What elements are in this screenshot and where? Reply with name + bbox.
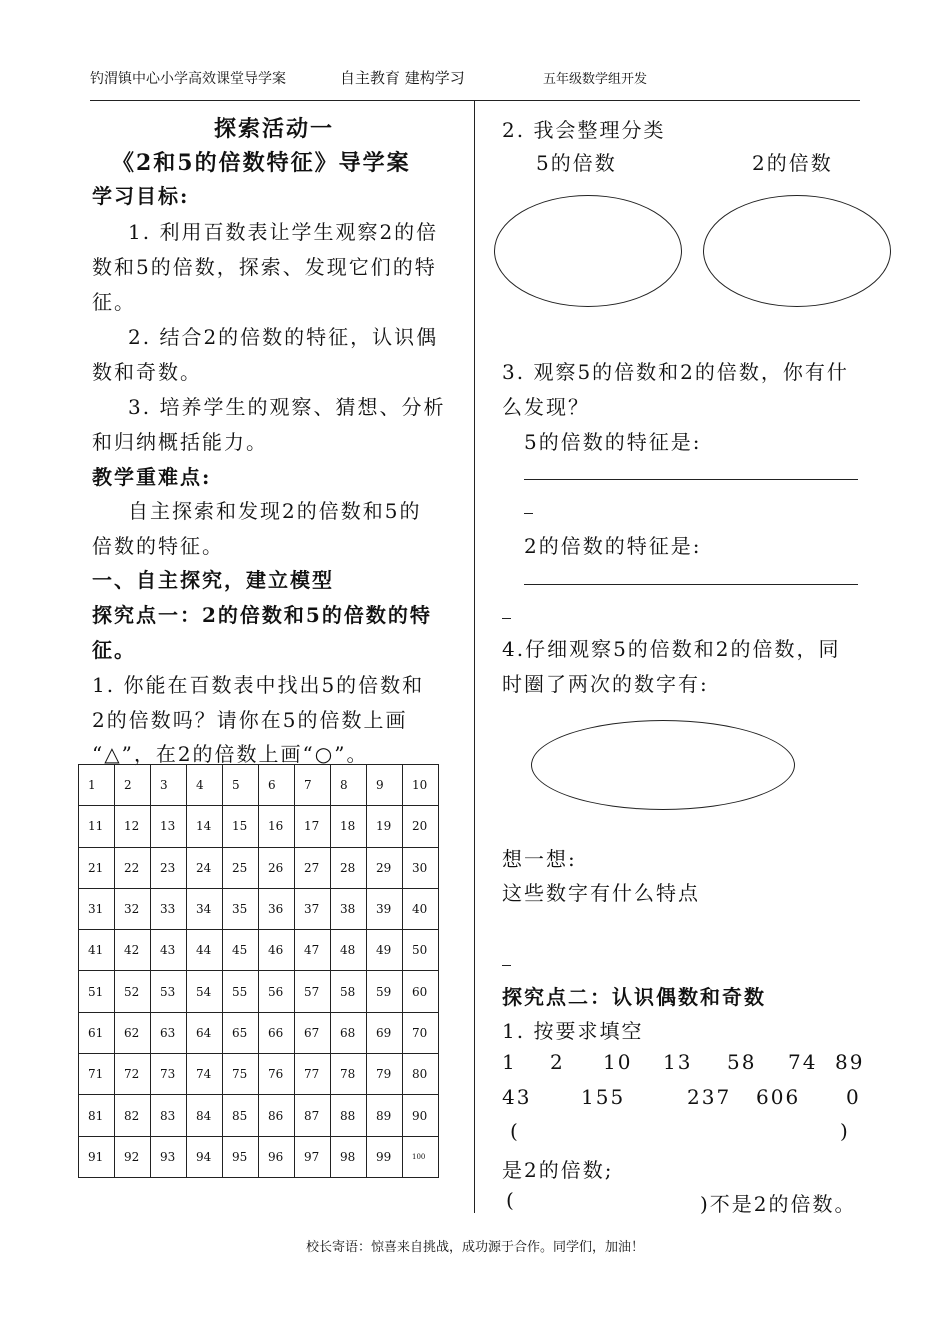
column-divider	[474, 101, 475, 1213]
paren-close: )	[840, 1119, 850, 1143]
label-multiples-of-5: 5的倍数	[536, 151, 617, 175]
table-cell[interactable]: 14	[187, 806, 223, 847]
table-cell[interactable]: 97	[295, 1136, 331, 1177]
lesson-title: 《2和5的倍数特征》导学案	[112, 150, 411, 176]
table-cell[interactable]: 40	[403, 888, 439, 929]
table-cell[interactable]: 95	[223, 1136, 259, 1177]
number-item: 237	[687, 1085, 732, 1109]
label-multiples-of-2: 2的倍数	[752, 151, 833, 175]
table-cell[interactable]: 17	[295, 806, 331, 847]
number-item: 89	[835, 1050, 865, 1074]
table-cell[interactable]: 57	[295, 971, 331, 1012]
explore-point-one-cont: 征。	[92, 638, 136, 662]
table-cell[interactable]: 69	[367, 1012, 403, 1053]
table-row	[79, 847, 439, 888]
table-cell[interactable]: 15	[223, 806, 259, 847]
table-row	[79, 930, 439, 971]
table-cell[interactable]: 86	[259, 1095, 295, 1136]
goal-1-cont: 数和5的倍数，探索、发现它们的特	[92, 255, 437, 279]
oval-common-multiples[interactable]	[531, 720, 795, 810]
table-cell[interactable]: 1	[79, 765, 115, 806]
table-cell[interactable]: 87	[295, 1095, 331, 1136]
table-cell[interactable]: 49	[367, 930, 403, 971]
question-4-cont: 时圈了两次的数字有:	[502, 672, 709, 696]
table-cell[interactable]: 33	[151, 888, 187, 929]
table-cell[interactable]: 36	[259, 888, 295, 929]
fill-heading: 1. 按要求填空	[502, 1019, 644, 1043]
table-cell[interactable]: 59	[367, 971, 403, 1012]
table-cell[interactable]: 61	[79, 1012, 115, 1053]
table-cell[interactable]: 10	[403, 765, 439, 806]
explore-point-two: 探究点二：认识偶数和奇数	[502, 985, 766, 1009]
table-cell[interactable]: 4	[187, 765, 223, 806]
table-cell[interactable]: 12	[115, 806, 151, 847]
goal-2-cont: 数和奇数。	[92, 360, 202, 384]
number-item: 606	[756, 1085, 801, 1109]
table-cell[interactable]: 81	[79, 1095, 115, 1136]
number-item: 10	[603, 1050, 633, 1074]
table-cell[interactable]: 71	[79, 1054, 115, 1095]
goal-3-cont: 和归纳概括能力。	[92, 430, 268, 454]
table-cell[interactable]: 58	[331, 971, 367, 1012]
table-cell[interactable]: 62	[115, 1012, 151, 1053]
table-cell[interactable]: 27	[295, 847, 331, 888]
question-1-cont: 2的倍数吗？请你在5的倍数上画	[92, 708, 408, 732]
header-divider	[90, 100, 860, 101]
table-cell[interactable]: 18	[331, 806, 367, 847]
question-3-cont: 么发现？	[502, 395, 590, 419]
table-cell[interactable]: 32	[115, 888, 151, 929]
paren-open: (	[506, 1188, 516, 1212]
footer-motto: 校长寄语：惊喜来自挑战，成功源于合作。同学们，加油！	[305, 1240, 644, 1255]
table-row	[79, 806, 439, 847]
table-cell[interactable]: 21	[79, 847, 115, 888]
dash-mark	[502, 618, 511, 619]
table-cell[interactable]: 19	[367, 806, 403, 847]
table-cell[interactable]: 43	[151, 930, 187, 971]
table-cell[interactable]: 68	[331, 1012, 367, 1053]
table-cell[interactable]: 30	[403, 847, 439, 888]
table-cell[interactable]: 78	[331, 1054, 367, 1095]
feature-5-answer-line[interactable]	[524, 479, 858, 480]
table-cell[interactable]: 54	[187, 971, 223, 1012]
table-cell[interactable]: 77	[295, 1054, 331, 1095]
table-cell[interactable]: 75	[223, 1054, 259, 1095]
goal-1: 1. 利用百数表让学生观察2的倍	[128, 220, 439, 244]
table-cell[interactable]: 51	[79, 971, 115, 1012]
goal-1-end: 征。	[92, 290, 136, 314]
table-cell[interactable]: 84	[187, 1095, 223, 1136]
feature-2-label: 2的倍数的特征是:	[524, 534, 702, 558]
table-cell[interactable]: 80	[403, 1054, 439, 1095]
number-item: 74	[788, 1050, 818, 1074]
table-cell[interactable]: 8	[331, 765, 367, 806]
table-cell[interactable]: 91	[79, 1136, 115, 1177]
table-cell[interactable]: 25	[223, 847, 259, 888]
header-motto: 自主教育 建构学习	[340, 69, 465, 87]
section-one-heading: 一、自主探究，建立模型	[92, 568, 334, 592]
table-cell[interactable]: 56	[259, 971, 295, 1012]
table-cell[interactable]: 55	[223, 971, 259, 1012]
dash-mark	[502, 965, 511, 966]
table-cell[interactable]: 85	[223, 1095, 259, 1136]
table-cell[interactable]: 99	[367, 1136, 403, 1177]
table-cell[interactable]: 66	[259, 1012, 295, 1053]
is-multiple-label: 是2的倍数;	[502, 1158, 614, 1182]
table-cell[interactable]: 16	[259, 806, 295, 847]
question-1-end: “△”，在2的倍数上画“○”。	[92, 742, 369, 766]
think-label: 想一想:	[502, 847, 577, 871]
oval-multiples-of-2[interactable]	[703, 195, 891, 307]
table-cell[interactable]: 83	[151, 1095, 187, 1136]
goal-2: 2. 结合2的倍数的特征，认识偶	[128, 325, 439, 349]
table-cell[interactable]: 82	[115, 1095, 151, 1136]
table-cell[interactable]: 31	[79, 888, 115, 929]
table-cell[interactable]: 90	[403, 1095, 439, 1136]
table-row	[79, 765, 439, 806]
table-row	[79, 1136, 439, 1177]
table-cell[interactable]: 28	[331, 847, 367, 888]
table-row	[79, 1095, 439, 1136]
table-cell[interactable]: 3	[151, 765, 187, 806]
not-multiple-label: )不是2的倍数。	[700, 1192, 857, 1216]
table-cell[interactable]: 22	[115, 847, 151, 888]
header-school: 钓渭镇中心小学高效课堂导学案	[90, 71, 286, 87]
table-cell[interactable]: 48	[331, 930, 367, 971]
key-points-text-cont: 倍数的特征。	[92, 534, 224, 558]
question-2: 2. 我会整理分类	[502, 118, 666, 142]
number-item: 13	[663, 1050, 693, 1074]
table-cell[interactable]: 76	[259, 1054, 295, 1095]
table-cell[interactable]: 29	[367, 847, 403, 888]
oval-multiples-of-5[interactable]	[494, 195, 682, 307]
table-row	[79, 1054, 439, 1095]
number-item: 43	[502, 1085, 532, 1109]
question-4: 4.仔细观察5的倍数和2的倍数，同	[502, 637, 841, 661]
feature-2-answer-line[interactable]	[524, 584, 858, 585]
table-cell[interactable]: 67	[295, 1012, 331, 1053]
table-cell[interactable]: 11	[79, 806, 115, 847]
think-question: 这些数字有什么特点	[502, 881, 700, 905]
table-cell[interactable]: 23	[151, 847, 187, 888]
table-cell[interactable]: 46	[259, 930, 295, 971]
table-cell[interactable]: 41	[79, 930, 115, 971]
table-cell[interactable]: 52	[115, 971, 151, 1012]
table-row	[79, 1012, 439, 1053]
table-cell[interactable]: 63	[151, 1012, 187, 1053]
table-cell[interactable]: 79	[367, 1054, 403, 1095]
table-cell[interactable]: 7	[295, 765, 331, 806]
table-cell[interactable]: 100	[403, 1136, 439, 1177]
dash-mark	[524, 513, 533, 514]
table-cell[interactable]: 39	[367, 888, 403, 929]
table-cell[interactable]: 53	[151, 971, 187, 1012]
table-cell[interactable]: 74	[187, 1054, 223, 1095]
number-item: 2	[550, 1050, 565, 1074]
goal-3: 3. 培养学生的观察、猜想、分析	[128, 395, 446, 419]
table-cell[interactable]: 88	[331, 1095, 367, 1136]
table-cell[interactable]: 92	[115, 1136, 151, 1177]
table-cell[interactable]: 35	[223, 888, 259, 929]
table-cell[interactable]: 9	[367, 765, 403, 806]
table-cell[interactable]: 70	[403, 1012, 439, 1053]
explore-point-one: 探究点一：2的倍数和5的倍数的特	[92, 603, 432, 627]
table-cell[interactable]: 96	[259, 1136, 295, 1177]
key-points-text: 自主探索和发现2的倍数和5的	[128, 499, 422, 523]
table-cell[interactable]: 98	[331, 1136, 367, 1177]
table-cell[interactable]: 65	[223, 1012, 259, 1053]
number-item: 58	[727, 1050, 757, 1074]
question-1: 1. 你能在百数表中找出5的倍数和	[92, 673, 425, 697]
table-cell[interactable]: 5	[223, 765, 259, 806]
table-row	[79, 971, 439, 1012]
table-cell[interactable]: 6	[259, 765, 295, 806]
key-points-heading: 教学重难点:	[92, 465, 212, 489]
number-item: 1	[502, 1050, 517, 1074]
feature-5-label: 5的倍数的特征是:	[524, 430, 702, 454]
table-cell[interactable]: 50	[403, 930, 439, 971]
table-cell[interactable]: 47	[295, 930, 331, 971]
table-cell[interactable]: 2	[115, 765, 151, 806]
table-cell[interactable]: 72	[115, 1054, 151, 1095]
table-row	[79, 888, 439, 929]
question-3: 3. 观察5的倍数和2的倍数，你有什	[502, 360, 849, 384]
number-item: 155	[581, 1085, 626, 1109]
table-cell[interactable]: 26	[259, 847, 295, 888]
table-cell[interactable]: 73	[151, 1054, 187, 1095]
paren-open: (	[510, 1119, 520, 1143]
table-cell[interactable]: 64	[187, 1012, 223, 1053]
table-cell[interactable]: 93	[151, 1136, 187, 1177]
table-cell[interactable]: 42	[115, 930, 151, 971]
hundred-table	[78, 764, 439, 1178]
table-cell[interactable]: 24	[187, 847, 223, 888]
goals-heading: 学习目标:	[92, 184, 190, 208]
number-item: 0	[846, 1085, 861, 1109]
table-cell[interactable]: 37	[295, 888, 331, 929]
table-cell[interactable]: 94	[187, 1136, 223, 1177]
activity-title: 探索活动一	[214, 116, 335, 142]
header-author: 五年级数学组开发	[543, 72, 648, 87]
table-cell[interactable]: 89	[367, 1095, 403, 1136]
table-cell[interactable]: 20	[403, 806, 439, 847]
table-cell[interactable]: 44	[187, 930, 223, 971]
table-cell[interactable]: 13	[151, 806, 187, 847]
table-cell[interactable]: 34	[187, 888, 223, 929]
table-cell[interactable]: 45	[223, 930, 259, 971]
table-cell[interactable]: 38	[331, 888, 367, 929]
table-cell[interactable]: 60	[403, 971, 439, 1012]
